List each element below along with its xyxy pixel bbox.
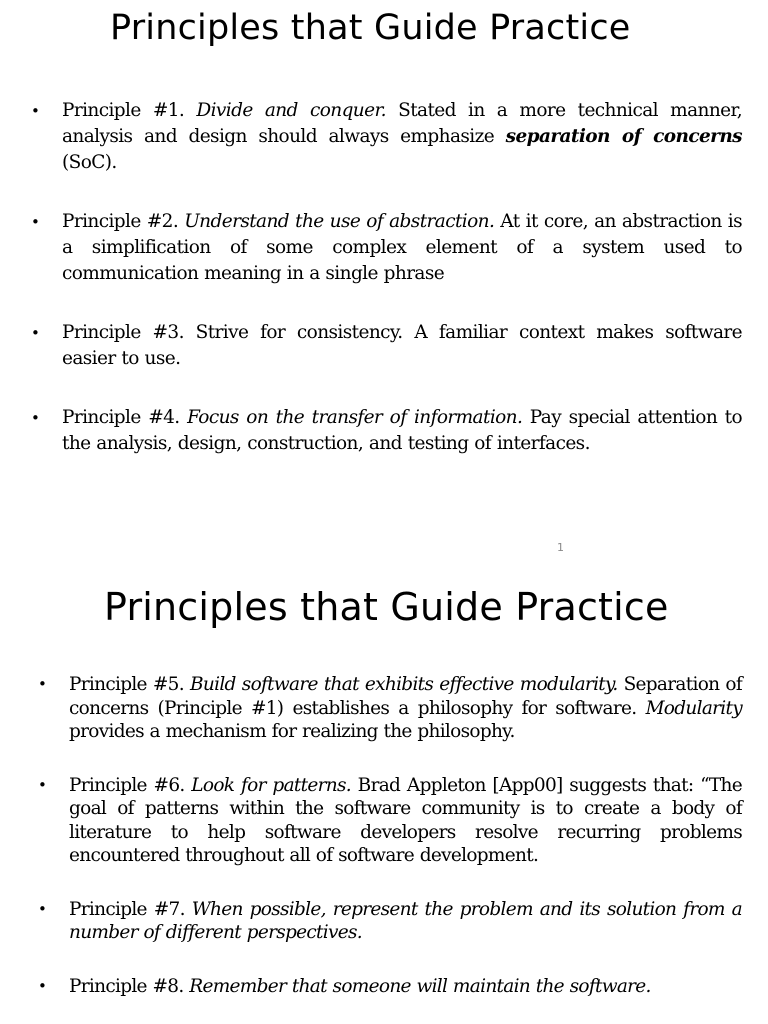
principle-4-lead: Principle #4. [62,407,188,428]
principle-1-lead: Principle #1. [62,100,197,121]
principle-4-italic: Focus on the transfer of information. [187,407,523,428]
slide-2 [0,560,768,1024]
slide-1-title: Principles that Guide Practice [110,8,631,48]
principle-4-text: Pay special attention to the analysis, design, construction, and testing of interfaces. [62,407,743,454]
principle-7-italic: When possible, represent the problem and its solution from a number of different perspectives. [69,898,742,943]
principle-6-text: Brad Appleton [App00] suggests that: “The goal of patterns within the software community is to create a body of literature to help software developers resolve recurring problems encountered throughout all of software development. [69,774,742,866]
principle-5-bullet [69,673,742,744]
principle-1-text: Stated in a more technical manner, analysis and design should always emphasize [62,100,742,147]
principle-8-italic: Remember that someone will maintain the software. [189,975,651,997]
slide-2-title: Principles that Guide Practice [104,585,669,629]
principle-5-italic: Build software that exhibits effective modularity. [190,674,618,695]
principle-3-text: Principle #3. Strive for consistency. A familiar context makes software easier to use. [62,322,742,369]
principle-2-bullet [62,209,742,287]
principle-6-lead: Principle #6. [69,774,192,796]
principle-5-italic-modularity: Modularity [645,697,742,719]
principle-1-bullet [62,98,742,176]
principle-6-italic: Look for patterns. [191,774,351,796]
principle-7-lead: Principle #7. [69,898,192,920]
principle-7-bullet [69,898,742,945]
principle-1-emphasis: separation of concerns [505,126,742,147]
principle-1-tail: (SoC). [62,152,117,173]
principle-5-text: Separation of concerns (Principle #1) establishes a philosophy for software. [69,674,742,719]
principle-6-bullet [69,774,742,868]
principle-2-lead: Principle #2. [62,211,185,232]
principle-5-lead: Principle #5. [69,674,191,695]
principle-2-text: At it core, an abstraction is a simplification of some complex element of a system used to communication meaning in a single phrase [62,211,742,284]
slide-2-bullet-list [69,673,742,1024]
principle-8-lead: Principle #8. [69,975,190,997]
slide-1-bullet-list [62,98,742,490]
principle-4-bullet [62,405,742,457]
principle-2-italic: Understand the use of abstraction. [184,211,495,232]
principle-5-tail: provides a mechanism for realizing the philosophy. [69,721,515,742]
principle-3-bullet [62,320,742,372]
principle-8-bullet [69,975,742,999]
principle-1-italic: Divide and conquer. [196,100,386,121]
page-number: 1 [557,541,564,554]
